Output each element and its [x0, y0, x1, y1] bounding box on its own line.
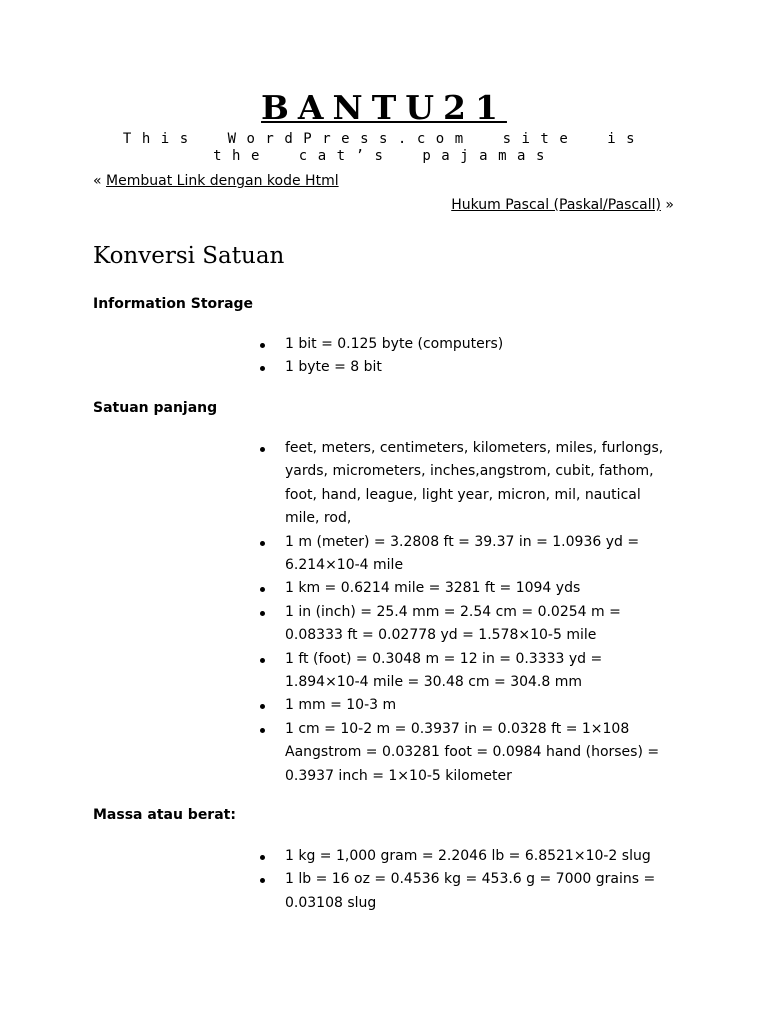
list-item: 1 km = 0.6214 mile = 3281 ft = 1094 yds: [258, 577, 678, 600]
site-title: [0, 86, 768, 130]
list-item: 1 lb = 16 oz = 0.4536 kg = 453.6 g = 7000 grains = 0.03108 slug: [258, 868, 678, 915]
list-item: 1 ft (foot) = 0.3048 m = 12 in = 0.3333 yd = 1.894×10-4 mile = 30.48 cm = 304.8 mm: [258, 648, 678, 695]
massa-list: [258, 845, 678, 915]
previous-post-nav: [93, 172, 339, 190]
next-post-nav: [451, 196, 674, 214]
site-title-link[interactable]: BANTU21: [261, 88, 507, 127]
list-item: feet, meters, centimeters, kilometers, miles, furlongs, yards, micrometers, inches,angstrom, cubit, fathom, foot, hand, league, light year, micron, mil, nautical mile, rod,: [258, 437, 678, 531]
next-post-link[interactable]: Hukum Pascal (Paskal/Pascall): [451, 197, 661, 213]
list-item: 1 byte = 8 bit: [258, 356, 678, 379]
list-item: 1 bit = 0.125 byte (computers): [258, 333, 678, 356]
section-heading-satuan-panjang: Satuan panjang: [93, 400, 218, 416]
list-item: 1 kg = 1,000 gram = 2.2046 lb = 6.8521×10-2 slug: [258, 845, 678, 868]
satuan-panjang-list: [258, 437, 678, 788]
site-tagline: This WordPress.com site is the cat’s pajamas: [122, 131, 646, 164]
previous-arrow-icon: «: [93, 173, 102, 189]
next-arrow-icon: »: [665, 197, 674, 213]
section-heading-information-storage: Information Storage: [93, 296, 254, 312]
information-storage-list: [258, 333, 678, 380]
list-item: 1 m (meter) = 3.2808 ft = 39.37 in = 1.0936 yd = 6.214×10-4 mile: [258, 531, 678, 578]
previous-post-link[interactable]: Membuat Link dengan kode Html: [106, 173, 339, 189]
list-item: 1 mm = 10-3 m: [258, 694, 678, 717]
list-item: 1 in (inch) = 25.4 mm = 2.54 cm = 0.0254 m = 0.08333 ft = 0.02778 yd = 1.578×10-5 mile: [258, 601, 678, 648]
post-title: Konversi Satuan: [93, 243, 285, 269]
section-heading-massa-atau-berat: Massa atau berat:: [93, 807, 236, 823]
list-item: 1 cm = 10-2 m = 0.3937 in = 0.0328 ft = 1×108 Aangstrom = 0.03281 foot = 0.0984 hand (horses) = 0.3937 inch = 1×10-5 kilometer: [258, 718, 678, 788]
